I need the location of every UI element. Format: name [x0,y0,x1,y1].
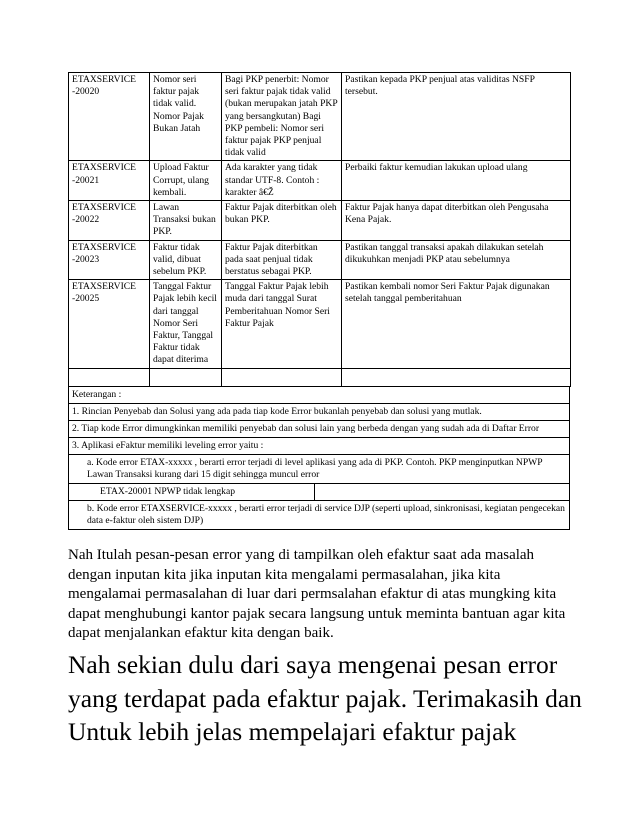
error-description: Tanggal Faktur Pajak lebih kecil dari tanggal Nomor Seri Faktur, Tanggal Faktur tidak dapat diterima [150,280,222,368]
note-item-3a-example: ETAX-20001 NPWP tidak lengkap [69,484,315,500]
note-example-row [68,484,570,501]
error-description: Lawan Transaksi bukan PKP. [150,201,222,241]
note-item-1: 1. Rincian Penyebab dan Solusi yang ada pada tiap kode Error bukanlah penyebab dan solusi yang mutlak. [68,404,570,421]
body-paragraph: Nah Itulah pesan-pesan error yang di tampilkan oleh efaktur saat ada masalah dengan inputan kita jika inputan kita mengalami permasalahan, jika kita mengalamai permasalahan di luar dari permsalahan efaktur di atas mungking kita dapat menghubungi kantor pajak secara langsung untuk meminta bantuan agar kita dapat menjalankan efaktur kita dengan baik. [68,547,566,642]
error-solution: Pastikan kepada PKP penjual atas validitas NSFP tersebut. [342,73,571,161]
table-row [69,201,571,241]
error-code: ETAXSERVICE -20021 [69,161,150,201]
error-solution: Pastikan kembali nomor Seri Faktur Pajak digunakan setelah tanggal pemberitahuan [342,280,571,368]
notes-section [68,386,570,530]
error-solution: Pastikan tanggal transaksi apakah dilakukan setelah dikukuhkan menjadi PKP atau sebelumnya [342,240,571,280]
error-cause: Bagi PKP penerbit: Nomor seri faktur pajak tidak valid (bukan merupakan jatah PKP yang bersangkutan) Bagi PKP pembeli: Nomor seri faktur pajak PKP penjual tidak valid [222,73,342,161]
error-cause: Faktur Pajak diterbitkan pada saat penjual tidak berstatus sebagai PKP. [222,240,342,280]
error-cause: Faktur Pajak diterbitkan oleh bukan PKP. [222,201,342,241]
error-code: ETAXSERVICE -20023 [69,240,150,280]
empty-table-row [69,368,571,386]
error-description: Faktur tidak valid, dibuat sebelum PKP. [150,240,222,280]
error-solution: Perbaiki faktur kemudian lakukan upload ulang [342,161,571,201]
error-code: ETAXSERVICE -20022 [69,201,150,241]
notes-title: Keterangan : [68,386,570,404]
error-code: ETAXSERVICE -20020 [69,73,150,161]
closing-paragraph: Nah sekian dulu dari saya mengenai pesan error yang terdapat pada efaktur pajak. Terimakasih dan Untuk lebih jelas mempelajari efaktur pajak [68,650,582,746]
table-row [69,240,571,280]
error-cause: Ada karakter yang tidak standar UTF-8. Contoh : karakter â€Ž [222,161,342,201]
note-item-2: 2. Tiap kode Error dimungkinkan memiliki penyebab dan solusi lain yang berbeda dengan yang sudah ada di Daftar Error [68,421,570,438]
error-solution: Faktur Pajak hanya dapat diterbitkan oleh Pengusaha Kena Pajak. [342,201,571,241]
note-item-3: 3. Aplikasi eFaktur memiliki leveling error yaitu : [68,438,570,455]
error-code-table [68,72,571,387]
note-item-3b: b. Kode error ETAXSERVICE-xxxxx , berarti error terjadi di service DJP (seperti upload, sinkronisasi, kegiatan pengecekan data e-faktur oleh sistem DJP) [68,501,570,530]
table-row [69,161,571,201]
table-row [69,73,571,161]
error-description: Nomor seri faktur pajak tidak valid. Nomor Pajak Bukan Jatah [150,73,222,161]
empty-cell [69,368,150,386]
empty-cell [222,368,342,386]
empty-cell [342,368,571,386]
error-cause: Tanggal Faktur Pajak lebih muda dari tanggal Surat Pemberitahuan Nomor Seri Faktur Pajak [222,280,342,368]
error-code: ETAXSERVICE -20025 [69,280,150,368]
note-item-3a: a. Kode error ETAX-xxxxx , berarti error terjadi di level aplikasi yang ada di PKP. Contoh. PKP menginputkan NPWP Lawan Transaksi kurang dari 15 digit sehingga muncul error [68,455,570,484]
empty-cell [315,484,569,500]
table-row [69,280,571,368]
error-description: Upload Faktur Corrupt, ulang kembali. [150,161,222,201]
empty-cell [150,368,222,386]
